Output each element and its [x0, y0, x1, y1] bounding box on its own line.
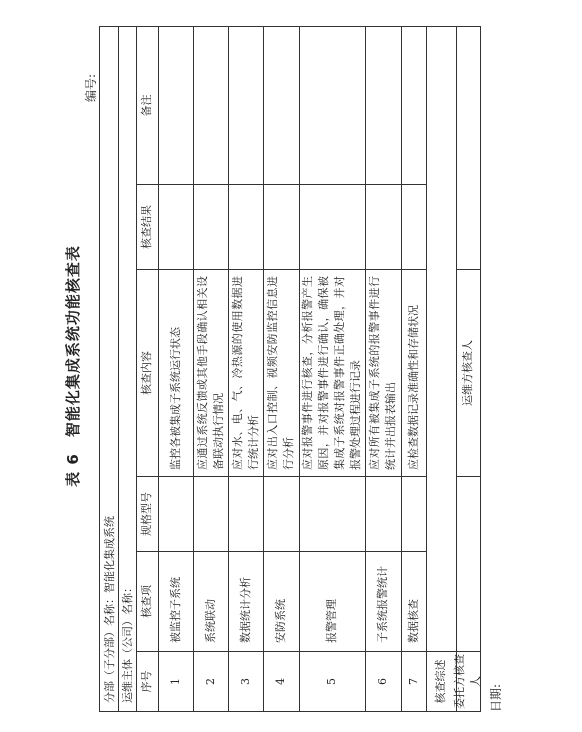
client-checker-label: 委托方核查人: [456, 651, 480, 711]
row-content: 应对水、电、气、冷热源的使用数据进行统计分析: [228, 269, 263, 476]
row-spec: [263, 476, 299, 551]
operator-name: 运维主体（公司）名称：: [121, 582, 134, 703]
row-remark: [193, 27, 228, 184]
row-remark: [263, 27, 299, 184]
row-seq: 5: [299, 651, 365, 711]
row-seq: 4: [263, 651, 299, 711]
row-spec: [365, 476, 401, 551]
row-result: [401, 184, 426, 269]
summary-label: 核查综述: [426, 651, 456, 711]
subsystem-name: 分部（子分部）名称：智能化集成系统: [103, 516, 116, 703]
table-row: [228, 27, 263, 711]
header-remark: 备注: [140, 94, 153, 117]
table-row: [193, 27, 228, 711]
row-content: 应对报警事件进行核查，分析报警产生原因，并对报警事件进行确认，确保被集成子系统对报警事件正确处理，并对报警处理过程进行记录: [299, 269, 365, 476]
row-remark: [228, 27, 263, 184]
row-result: [365, 184, 401, 269]
row-remark: [299, 27, 365, 184]
row-remark: [401, 27, 426, 184]
row-item: 被监控子系统: [158, 551, 193, 651]
row-seq: 6: [365, 651, 401, 711]
row-spec: [158, 476, 193, 551]
table-row: [299, 27, 365, 711]
row-seq: 2: [193, 651, 228, 711]
table-row: [401, 27, 426, 711]
row-seq: 7: [401, 651, 426, 711]
header-content: 核查内容: [136, 269, 158, 476]
row-item: 子系统报警统计: [365, 551, 401, 651]
row-result: [263, 184, 299, 269]
row-result: [158, 184, 193, 269]
summary-value: [426, 27, 456, 651]
header-item: 核查项: [136, 551, 158, 651]
operator-row: [118, 27, 136, 711]
table-row: [263, 27, 299, 711]
row-seq: 1: [158, 651, 193, 711]
row-remark: [158, 27, 193, 184]
header-result: 核查结果: [136, 184, 158, 269]
operator-checker-value: [456, 27, 480, 269]
operator-checker-label: 运维方核查人: [456, 269, 480, 476]
row-item: 数据统计分析: [228, 551, 263, 651]
row-item: 数据核查: [401, 551, 426, 651]
row-item: 系统联动: [193, 551, 228, 651]
signature-row: [453, 27, 482, 711]
table-row: [158, 27, 193, 711]
date-label: 日期:: [489, 683, 503, 712]
row-result: [193, 184, 228, 269]
header-row: [136, 27, 158, 711]
row-item: 报警管理: [299, 551, 365, 651]
client-checker-value: [456, 476, 480, 651]
row-seq: 3: [228, 651, 263, 711]
row-result: [299, 184, 365, 269]
row-content: 监控各被集成子系统运行状态: [158, 269, 193, 476]
row-spec: [193, 476, 228, 551]
row-spec: [228, 476, 263, 551]
row-content: 应对所有被集成子系统的报警事件进行统计并出报表输出: [365, 269, 401, 476]
row-content: 应通过系统反馈或其他手段确认相关设备联动执行情况: [193, 269, 228, 476]
row-content: 应检查数据记录准确性和存储状况: [401, 269, 426, 476]
header-seq: 序号: [136, 651, 158, 711]
row-spec: [401, 476, 426, 551]
row-result: [228, 184, 263, 269]
row-spec: [299, 476, 365, 551]
header-spec: 规格型号: [136, 476, 158, 551]
table-title: 表 6 智能化集成系统功能核查表: [64, 245, 82, 487]
row-remark: [365, 27, 401, 184]
summary-row: [426, 27, 456, 711]
check-table: [99, 26, 481, 712]
row-item: 安防系统: [263, 551, 299, 651]
table-row: [365, 27, 401, 711]
number-label: 编号:: [84, 73, 98, 102]
row-content: 应对出入口控制、视频安防监控信息进行分析: [263, 269, 299, 476]
subsystem-row: [100, 27, 118, 711]
